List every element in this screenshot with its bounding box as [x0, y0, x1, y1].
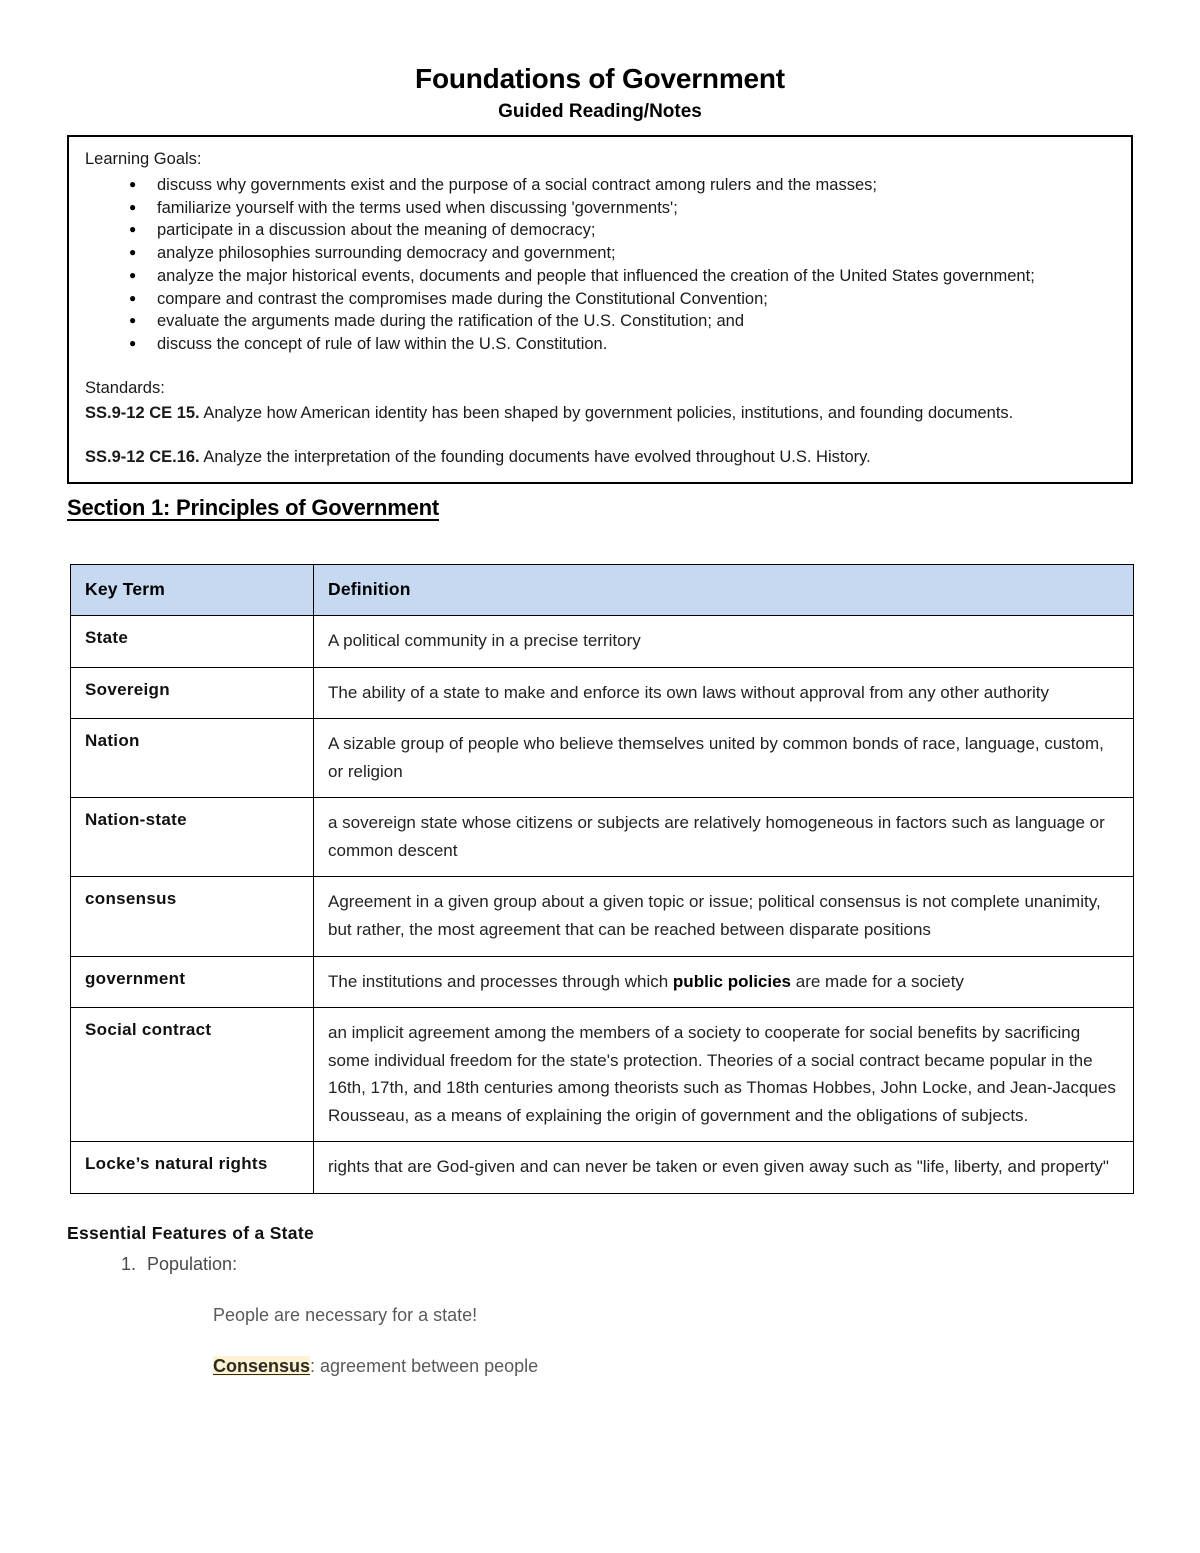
learning-goals-list	[85, 174, 1115, 356]
list-item: 1. Population:	[141, 1252, 1200, 1276]
learning-goals-box	[67, 135, 1133, 484]
table-row	[71, 877, 1134, 956]
essential-features-list	[67, 1252, 1200, 1276]
essential-features-section	[67, 1223, 1200, 1379]
term-cell: Nation	[71, 719, 314, 798]
standard-entry	[85, 402, 1115, 424]
page-subtitle: Guided Reading/Notes	[498, 101, 702, 123]
table-row	[71, 1008, 1134, 1142]
list-item: ● discuss why governments exist and the purpose of a social contract among rulers and the masses;	[85, 174, 1115, 197]
term-cell: consensus	[71, 877, 314, 956]
table-row	[71, 719, 1134, 798]
list-item: ● discuss the concept of rule of law within the U.S. Constitution.	[85, 333, 1115, 356]
table-header-row	[71, 565, 1134, 616]
document-header	[0, 0, 1200, 124]
definition-cell: The ability of a state to make and enforce its own laws without approval from any other authority	[314, 667, 1134, 719]
essential-features-title: Essential Features of a State	[67, 1222, 314, 1243]
definition-text-pre: The institutions and processes through which	[328, 971, 673, 991]
key-terms-table	[70, 564, 1134, 1193]
standard-text: Analyze the interpretation of the founding documents have evolved throughout U.S. History.	[199, 448, 871, 467]
term-cell: Social contract	[71, 1008, 314, 1142]
feature-note-population: People are necessary for a state!	[213, 1305, 478, 1326]
feature-note-consensus-text: : agreement between people	[310, 1356, 539, 1377]
column-header-key-term: Key Term	[71, 565, 314, 616]
table-row	[71, 956, 1134, 1008]
column-header-definition: Definition	[314, 565, 1134, 616]
list-item: ● analyze the major historical events, documents and people that influenced the creation of the United States government;	[85, 265, 1115, 288]
term-cell: government	[71, 956, 314, 1008]
list-item: ● evaluate the arguments made during the ratification of the U.S. Constitution; and	[85, 310, 1115, 333]
definition-cell: a sovereign state whose citizens or subjects are relatively homogeneous in factors such as language or common descent	[314, 798, 1134, 877]
definition-cell: A political community in a precise territory	[314, 616, 1134, 668]
definition-text-bold: public policies	[672, 971, 792, 991]
list-item: ● participate in a discussion about the meaning of democracy;	[85, 219, 1115, 242]
learning-goals-label: Learning Goals:	[85, 150, 202, 169]
standards-label: Standards:	[85, 379, 165, 397]
definition-cell: an implicit agreement among the members of a society to cooperate for social benefits by sacrificing some individual freedom for the state's protection. Theories of a social contract became popular in the 16th, 17th, and 18th centuries among theorists such as Thomas Hobbes, John Locke, and Jean-Jacques Rousseau, as a means of explaining the origin of government and the obligations of subjects.	[314, 1008, 1134, 1142]
list-item: ● familiarize yourself with the terms used when discussing 'governments';	[85, 197, 1115, 220]
feature-note-consensus	[213, 1354, 1200, 1378]
definition-text-post: are made for a society	[791, 971, 964, 991]
term-cell: Locke’s natural rights	[71, 1142, 314, 1194]
table-row	[71, 1142, 1134, 1194]
highlighted-term: Consensus	[213, 1356, 311, 1377]
term-cell: State	[71, 616, 314, 668]
definition-cell: rights that are God-given and can never be taken or even given away such as "life, liberty, and property"	[314, 1142, 1134, 1194]
table-row	[71, 616, 1134, 668]
list-item: ● analyze philosophies surrounding democracy and government;	[85, 242, 1115, 265]
definition-cell	[314, 956, 1134, 1008]
definition-cell: A sizable group of people who believe themselves united by common bonds of race, language, custom, or religion	[314, 719, 1134, 798]
standard-code: SS.9-12 CE.16.	[85, 448, 200, 467]
page-title: Foundations of Government	[415, 63, 785, 94]
table-row	[71, 798, 1134, 877]
definition-cell: Agreement in a given group about a given topic or issue; political consensus is not complete unanimity, but rather, the most agreement that can be reached between disparate positions	[314, 877, 1134, 956]
standard-entry	[85, 446, 1115, 468]
list-item: ● compare and contrast the compromises made during the Constitutional Convention;	[85, 288, 1115, 311]
standard-code: SS.9-12 CE 15.	[85, 403, 200, 422]
term-cell: Nation-state	[71, 798, 314, 877]
term-cell: Sovereign	[71, 667, 314, 719]
section-heading: Section 1: Principles of Government	[67, 495, 439, 521]
standard-text: Analyze how American identity has been shaped by government policies, institutions, and founding documents.	[199, 403, 1014, 422]
table-row	[71, 667, 1134, 719]
